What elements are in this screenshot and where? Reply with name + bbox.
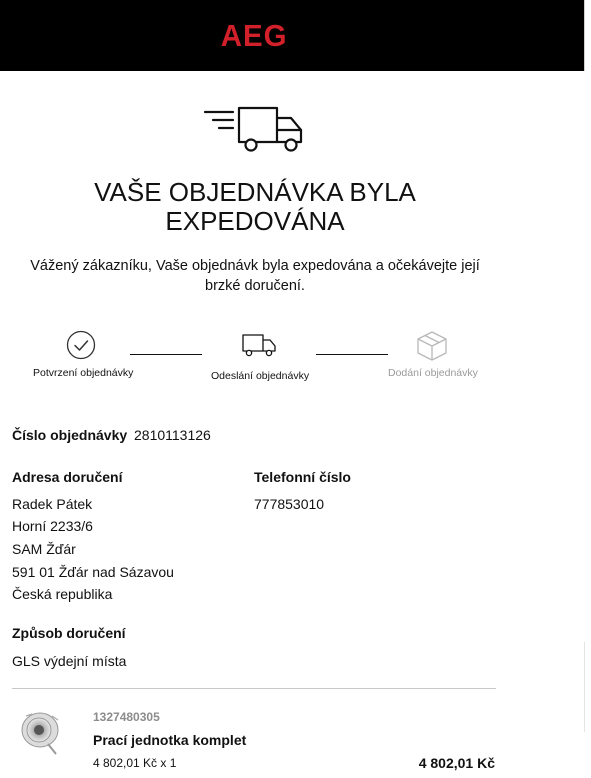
page-title-line2: EXPEDOVÁNA xyxy=(165,206,345,236)
step-label-confirmed: Potvrzení objednávky xyxy=(33,367,134,379)
progress-connector-1 xyxy=(130,354,202,355)
brand-logo[interactable]: AEG xyxy=(220,17,288,53)
header-bar xyxy=(0,0,584,71)
item-name[interactable]: Prací jednotka komplet xyxy=(93,732,247,748)
phone-label: Telefonní číslo xyxy=(254,469,351,485)
truck-icon xyxy=(241,333,277,357)
delivery-truck-icon xyxy=(203,104,305,154)
scrollbar-edge xyxy=(584,642,589,732)
delivery-address-label: Adresa doručení xyxy=(12,469,123,485)
check-circle-icon xyxy=(66,330,96,360)
progress-connector-2 xyxy=(316,354,388,355)
intro-line1: Vážený zákazníku, Vaše objednávk byla expedována a očekávejte její xyxy=(30,258,480,274)
washing-unit-drum-image xyxy=(18,708,62,758)
page-title xyxy=(40,178,470,236)
address-line: Česká republika xyxy=(12,586,113,602)
shipping-method-value: GLS výdejní místa xyxy=(12,653,127,669)
header-edge xyxy=(584,0,585,71)
address-line: Radek Pátek xyxy=(12,496,93,512)
section-divider xyxy=(12,688,496,689)
step-label-delivered: Dodání objednávky xyxy=(388,367,478,379)
item-total: 4 802,01 Kč xyxy=(418,755,495,771)
step-label-shipped: Odeslání objednávky xyxy=(211,370,310,382)
address-line: SAM Žďár xyxy=(12,541,76,557)
shipping-method-label: Způsob doručení xyxy=(12,625,126,641)
item-sku: 1327480305 xyxy=(93,710,160,724)
phone-value[interactable]: 777853010 xyxy=(254,496,325,512)
intro-text xyxy=(20,256,490,296)
page-title-line1: VAŠE OBJEDNÁVKA BYLA xyxy=(94,177,416,207)
intro-line2: brzké doručení. xyxy=(205,278,305,294)
order-number-label: Číslo objednávky xyxy=(12,427,128,443)
address-line: Horní 2233/6 xyxy=(12,518,93,534)
address-line: 591 01 Žďár nad Sázavou xyxy=(12,564,174,580)
package-icon xyxy=(416,330,448,362)
order-number-value: 2810113126 xyxy=(134,427,211,443)
item-unit-price-qty: 4 802,01 Kč x 1 xyxy=(93,756,177,770)
